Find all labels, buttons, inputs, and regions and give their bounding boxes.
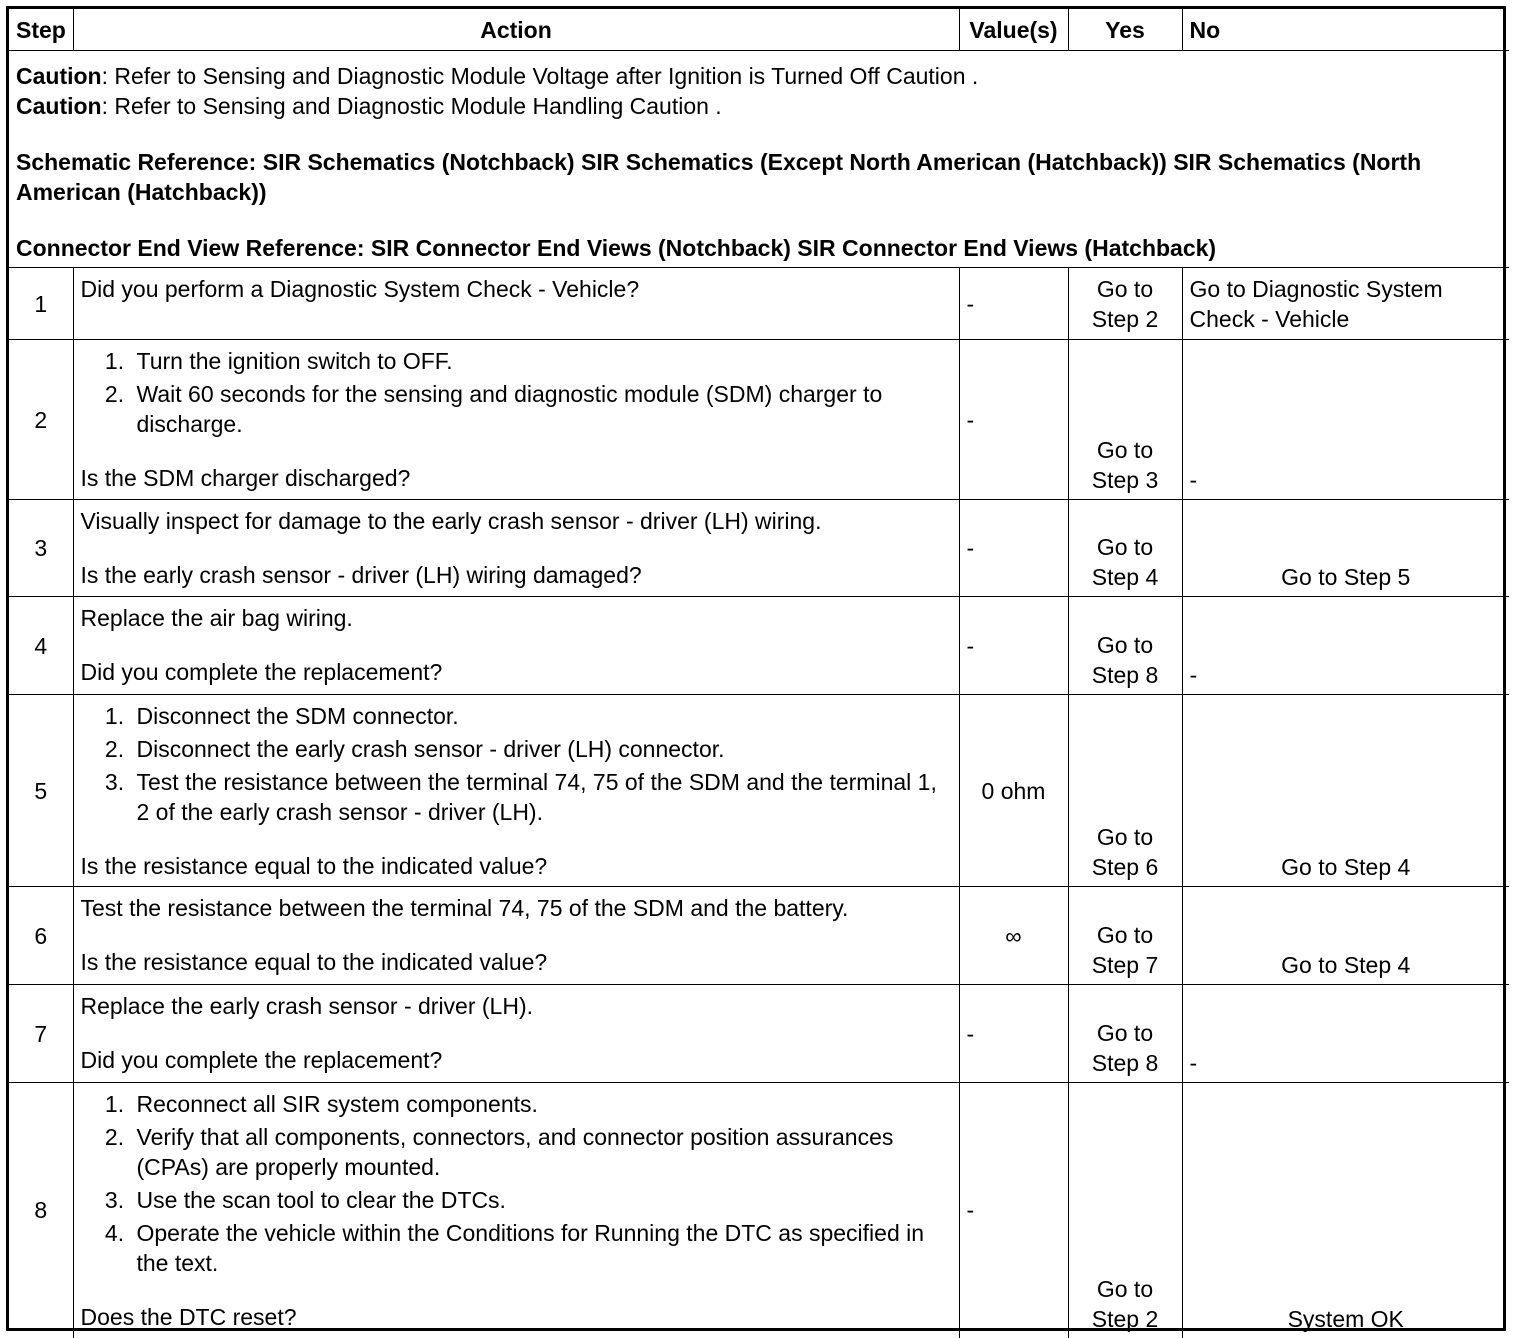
caution-text: : Refer to Sensing and Diagnostic Module Voltage after Ignition is Turned Off Caution . bbox=[101, 63, 979, 89]
action-question: Did you complete the replacement? bbox=[80, 1047, 443, 1073]
value-cell: - bbox=[959, 985, 1068, 1083]
value-cell: - bbox=[959, 340, 1068, 500]
step-number: 8 bbox=[9, 1083, 73, 1338]
header-step: Step bbox=[9, 9, 73, 51]
action-question: Did you complete the replacement? bbox=[80, 659, 443, 685]
table-row bbox=[9, 985, 1509, 1083]
step-number: 3 bbox=[9, 500, 73, 597]
caution-text: : Refer to Sensing and Diagnostic Module Handling Caution . bbox=[101, 93, 722, 119]
schematic-reference: Schematic Reference: SIR Schematics (Notchback) SIR Schematics (Except North American (Hatchback)) SIR Schematics (North American (Hatchback)) bbox=[16, 149, 1422, 205]
no-cell: Go to Step 4 bbox=[1182, 695, 1509, 887]
action-step-item: 3. Use the scan tool to clear the DTCs. bbox=[131, 1185, 952, 1215]
no-cell: Go to Step 4 bbox=[1182, 887, 1509, 985]
action-step-item: 2. Disconnect the early crash sensor - driver (LH) connector. bbox=[131, 734, 952, 764]
diagnostic-table-document bbox=[6, 6, 1506, 1331]
action-question: Is the resistance equal to the indicated value? bbox=[80, 949, 548, 975]
header-yes: Yes bbox=[1068, 9, 1182, 51]
action-steps-list bbox=[81, 1089, 952, 1278]
table-row bbox=[9, 597, 1509, 695]
caution-line-2 bbox=[16, 91, 1502, 121]
step-number: 4 bbox=[9, 597, 73, 695]
value-cell: - bbox=[959, 268, 1068, 340]
step-number: 2 bbox=[9, 340, 73, 500]
action-steps-list bbox=[81, 701, 952, 827]
no-cell: Go to Step 5 bbox=[1182, 500, 1509, 597]
yes-cell: Go to Step 3 bbox=[1068, 340, 1182, 500]
table-row bbox=[9, 340, 1509, 500]
no-cell: System OK bbox=[1182, 1083, 1509, 1338]
yes-cell: Go to Step 7 bbox=[1068, 887, 1182, 985]
caution-label: Caution bbox=[16, 63, 102, 89]
yes-cell: Go to Step 4 bbox=[1068, 500, 1182, 597]
action-text: Did you perform a Diagnostic System Check - Vehicle? bbox=[80, 276, 640, 302]
info-row bbox=[9, 51, 1509, 268]
value-cell: - bbox=[959, 597, 1068, 695]
action-cell bbox=[73, 985, 959, 1083]
action-text: Visually inspect for damage to the early crash sensor - driver (LH) wiring. bbox=[80, 508, 822, 534]
action-cell bbox=[73, 695, 959, 887]
action-question: Is the SDM charger discharged? bbox=[80, 465, 411, 491]
step-number: 7 bbox=[9, 985, 73, 1083]
action-step-item: 3. Test the resistance between the terminal 74, 75 of the SDM and the terminal 1, 2 of the early crash sensor - driver (LH). bbox=[131, 767, 952, 827]
action-question: Is the resistance equal to the indicated value? bbox=[80, 853, 548, 879]
action-cell bbox=[73, 1083, 959, 1338]
header-action: Action bbox=[73, 9, 959, 51]
action-cell bbox=[73, 500, 959, 597]
yes-cell: Go to Step 2 bbox=[1068, 268, 1182, 340]
table-row bbox=[9, 695, 1509, 887]
info-cell bbox=[9, 51, 1509, 268]
action-text: Test the resistance between the terminal 74, 75 of the SDM and the battery. bbox=[80, 895, 849, 921]
yes-cell: Go to Step 8 bbox=[1068, 597, 1182, 695]
yes-cell: Go to Step 8 bbox=[1068, 985, 1182, 1083]
action-step-item: 1. Disconnect the SDM connector. bbox=[131, 701, 952, 731]
action-text: Replace the air bag wiring. bbox=[80, 605, 353, 631]
diagnostic-table bbox=[9, 9, 1509, 1338]
action-cell bbox=[73, 340, 959, 500]
yes-cell: Go to Step 6 bbox=[1068, 695, 1182, 887]
caution-line-1 bbox=[16, 61, 1502, 91]
action-text: Replace the early crash sensor - driver (LH). bbox=[80, 993, 533, 1019]
no-cell: - bbox=[1182, 985, 1509, 1083]
yes-cell: Go to Step 2 bbox=[1068, 1083, 1182, 1338]
table-row bbox=[9, 887, 1509, 985]
value-cell: - bbox=[959, 1083, 1068, 1338]
no-cell: Go to Diagnostic System Check - Vehicle bbox=[1182, 268, 1509, 340]
no-cell: - bbox=[1182, 340, 1509, 500]
header-row bbox=[9, 9, 1509, 51]
action-step-item: 2. Wait 60 seconds for the sensing and diagnostic module (SDM) charger to discharge. bbox=[131, 379, 952, 439]
action-cell bbox=[73, 268, 959, 340]
value-cell: 0 ohm bbox=[959, 695, 1068, 887]
table-row bbox=[9, 1083, 1509, 1338]
action-step-item: 1. Reconnect all SIR system components. bbox=[131, 1089, 952, 1119]
step-number: 1 bbox=[9, 268, 73, 340]
header-values: Value(s) bbox=[959, 9, 1068, 51]
action-cell bbox=[73, 597, 959, 695]
table-row bbox=[9, 268, 1509, 340]
action-steps-list bbox=[81, 346, 952, 439]
step-number: 6 bbox=[9, 887, 73, 985]
action-step-item: 4. Operate the vehicle within the Conditions for Running the DTC as specified in the text. bbox=[131, 1218, 952, 1278]
no-cell: - bbox=[1182, 597, 1509, 695]
caution-label: Caution bbox=[16, 93, 102, 119]
value-cell: ∞ bbox=[959, 887, 1068, 985]
action-question: Does the DTC reset? bbox=[80, 1304, 297, 1330]
table-row bbox=[9, 500, 1509, 597]
step-number: 5 bbox=[9, 695, 73, 887]
action-step-item: 1. Turn the ignition switch to OFF. bbox=[131, 346, 952, 376]
connector-reference: Connector End View Reference: SIR Connector End Views (Notchback) SIR Connector End Views (Hatchback) bbox=[16, 235, 1217, 261]
value-cell: - bbox=[959, 500, 1068, 597]
action-step-item: 2. Verify that all components, connectors, and connector position assurances (CPAs) are properly mounted. bbox=[131, 1122, 952, 1182]
action-cell bbox=[73, 887, 959, 985]
action-question: Is the early crash sensor - driver (LH) wiring damaged? bbox=[80, 562, 642, 588]
header-no: No bbox=[1182, 9, 1509, 51]
